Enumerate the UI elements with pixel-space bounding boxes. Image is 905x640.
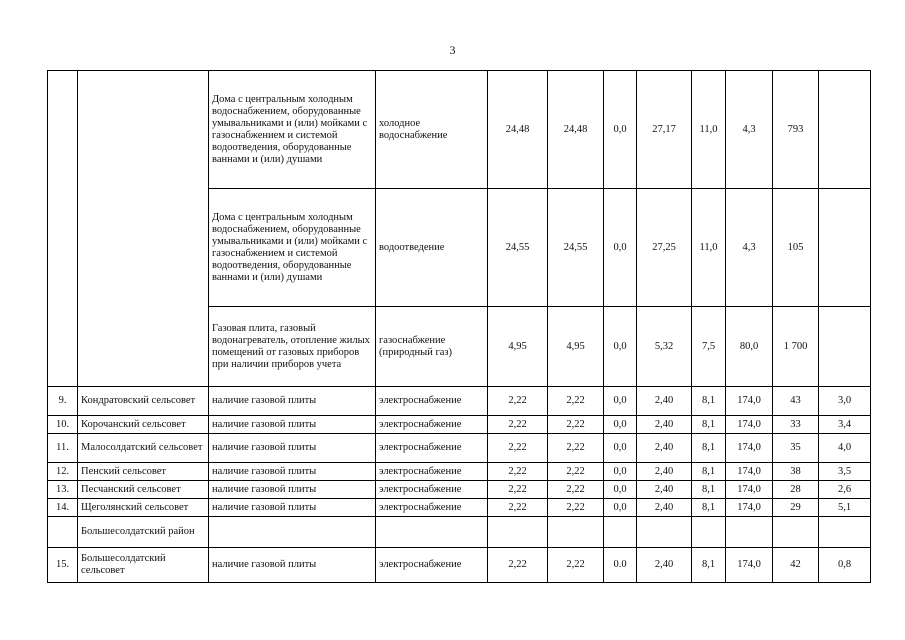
housing-description: наличие газовой плиты	[209, 387, 376, 416]
housing-description: наличие газовой плиты	[209, 434, 376, 463]
value-cell: 4,95	[548, 307, 604, 387]
value-cell: 2,40	[637, 387, 692, 416]
municipality-name: Большесолдатский сельсовет	[78, 548, 209, 583]
value-cell: 0,0	[604, 481, 637, 499]
table-row	[48, 463, 871, 481]
row-number: 15.	[48, 548, 78, 583]
table-row	[48, 548, 871, 583]
value-cell: 5,32	[637, 307, 692, 387]
value-cell: 4,95	[488, 307, 548, 387]
housing-description: наличие газовой плиты	[209, 463, 376, 481]
value-cell: 105	[773, 189, 819, 307]
housing-description: Дома с центральным холодным водоснабжением, оборудованные умывальниками и (или) мойками с газоснабжением и системой водоотведения, оборудованные ваннами и (или) душами	[209, 189, 376, 307]
value-cell: 2,22	[488, 548, 548, 583]
municipality-name: Песчанский сельсовет	[78, 481, 209, 499]
table-row	[48, 416, 871, 434]
value-cell: 0,0	[604, 499, 637, 517]
value-cell: 0.0	[604, 548, 637, 583]
municipality-name: Пенский сельсовет	[78, 463, 209, 481]
value-cell: 2,22	[488, 481, 548, 499]
value-cell: 2,40	[637, 499, 692, 517]
empty-cell	[773, 517, 819, 548]
value-cell: 2,22	[548, 548, 604, 583]
empty-cell	[819, 517, 871, 548]
value-cell: 0,8	[819, 548, 871, 583]
value-cell: 27,25	[637, 189, 692, 307]
row-number: 13.	[48, 481, 78, 499]
value-cell: 0,0	[604, 387, 637, 416]
value-cell: 11,0	[692, 189, 726, 307]
service-type: электроснабжение	[376, 499, 488, 517]
value-cell: 24,48	[488, 71, 548, 189]
housing-description: Дома с центральным холодным водоснабжением, оборудованные умывальниками и (или) мойками с газоснабжением и системой водоотведения, оборудованные ваннами и (или) душами	[209, 71, 376, 189]
value-cell: 2,22	[548, 499, 604, 517]
value-cell: 1 700	[773, 307, 819, 387]
value-cell: 2,22	[488, 463, 548, 481]
service-type: электроснабжение	[376, 481, 488, 499]
housing-description: наличие газовой плиты	[209, 499, 376, 517]
value-cell: 174,0	[726, 548, 773, 583]
value-cell: 2,22	[548, 387, 604, 416]
district-name: Большесолдатский район	[78, 517, 209, 548]
value-cell: 11,0	[692, 71, 726, 189]
table-row	[48, 387, 871, 416]
empty-cell	[548, 517, 604, 548]
value-cell: 174,0	[726, 481, 773, 499]
tariff-table	[47, 70, 871, 583]
value-cell: 8,1	[692, 481, 726, 499]
municipality-name: Малосолдатский сельсовет	[78, 434, 209, 463]
value-cell: 174,0	[726, 434, 773, 463]
municipality-name: Кондратовский сельсовет	[78, 387, 209, 416]
value-cell: 24,55	[488, 189, 548, 307]
housing-description: наличие газовой плиты	[209, 416, 376, 434]
value-cell: 2,40	[637, 434, 692, 463]
value-cell: 4,3	[726, 71, 773, 189]
value-cell: 4,0	[819, 434, 871, 463]
value-cell: 793	[773, 71, 819, 189]
value-cell: 0,0	[604, 416, 637, 434]
value-cell: 3,4	[819, 416, 871, 434]
value-cell: 35	[773, 434, 819, 463]
row-number: 11.	[48, 434, 78, 463]
value-cell: 8,1	[692, 434, 726, 463]
row-number: 9.	[48, 387, 78, 416]
row-number: 12.	[48, 463, 78, 481]
value-cell: 8,1	[692, 548, 726, 583]
value-cell: 2,22	[488, 387, 548, 416]
value-cell: 8,1	[692, 499, 726, 517]
value-cell: 0,0	[604, 189, 637, 307]
value-cell: 174,0	[726, 416, 773, 434]
municipality-name: Корочанский сельсовет	[78, 416, 209, 434]
value-cell: 42	[773, 548, 819, 583]
value-cell: 3,0	[819, 387, 871, 416]
value-cell: 3,5	[819, 463, 871, 481]
value-cell: 38	[773, 463, 819, 481]
value-cell: 80,0	[726, 307, 773, 387]
value-cell: 8,1	[692, 463, 726, 481]
row-number: 10.	[48, 416, 78, 434]
service-type: газоснабжение (природный газ)	[376, 307, 488, 387]
empty-cell	[726, 517, 773, 548]
value-cell: 8,1	[692, 416, 726, 434]
municipality-cell	[78, 71, 209, 387]
value-cell: 2,22	[488, 434, 548, 463]
value-cell: 8,1	[692, 387, 726, 416]
value-cell: 5,1	[819, 499, 871, 517]
value-cell: 2,40	[637, 481, 692, 499]
value-cell: 28	[773, 481, 819, 499]
service-type: электроснабжение	[376, 434, 488, 463]
value-cell: 0,0	[604, 71, 637, 189]
value-cell: 43	[773, 387, 819, 416]
value-cell: 174,0	[726, 499, 773, 517]
empty-cell	[48, 517, 78, 548]
housing-description: Газовая плита, газовый водонагреватель, отопление жилых помещений от газовых приборов при наличии приборов учета	[209, 307, 376, 387]
value-cell	[819, 71, 871, 189]
value-cell: 2,22	[488, 416, 548, 434]
district-row	[48, 517, 871, 548]
page-number: 3	[449, 43, 456, 57]
value-cell: 2,22	[548, 416, 604, 434]
value-cell: 2,40	[637, 416, 692, 434]
value-cell: 24,55	[548, 189, 604, 307]
value-cell: 4,3	[726, 189, 773, 307]
service-type: электроснабжение	[376, 548, 488, 583]
value-cell: 2,22	[548, 434, 604, 463]
table-row	[48, 434, 871, 463]
service-type: электроснабжение	[376, 463, 488, 481]
housing-description: наличие газовой плиты	[209, 481, 376, 499]
value-cell: 0,0	[604, 434, 637, 463]
empty-cell	[692, 517, 726, 548]
value-cell	[819, 307, 871, 387]
table-row	[48, 71, 871, 189]
table-row	[48, 499, 871, 517]
row-number-cell	[48, 71, 78, 387]
table-row	[48, 481, 871, 499]
value-cell: 2,40	[637, 463, 692, 481]
value-cell: 174,0	[726, 387, 773, 416]
value-cell: 29	[773, 499, 819, 517]
value-cell	[819, 189, 871, 307]
service-type: водоотведение	[376, 189, 488, 307]
value-cell: 7,5	[692, 307, 726, 387]
value-cell: 174,0	[726, 463, 773, 481]
service-type: электроснабжение	[376, 416, 488, 434]
value-cell: 33	[773, 416, 819, 434]
row-number: 14.	[48, 499, 78, 517]
value-cell: 2,22	[548, 481, 604, 499]
value-cell: 2,6	[819, 481, 871, 499]
value-cell: 2,40	[637, 548, 692, 583]
value-cell: 0,0	[604, 307, 637, 387]
service-type: электроснабжение	[376, 387, 488, 416]
municipality-name: Щеголянский сельсовет	[78, 499, 209, 517]
empty-cell	[604, 517, 637, 548]
housing-description: наличие газовой плиты	[209, 548, 376, 583]
value-cell: 2,22	[488, 499, 548, 517]
empty-cell	[488, 517, 548, 548]
value-cell: 27,17	[637, 71, 692, 189]
value-cell: 0,0	[604, 463, 637, 481]
service-type: холодное водоснабжение	[376, 71, 488, 189]
value-cell: 2,22	[548, 463, 604, 481]
value-cell: 24,48	[548, 71, 604, 189]
empty-cell	[209, 517, 376, 548]
empty-cell	[637, 517, 692, 548]
empty-cell	[376, 517, 488, 548]
